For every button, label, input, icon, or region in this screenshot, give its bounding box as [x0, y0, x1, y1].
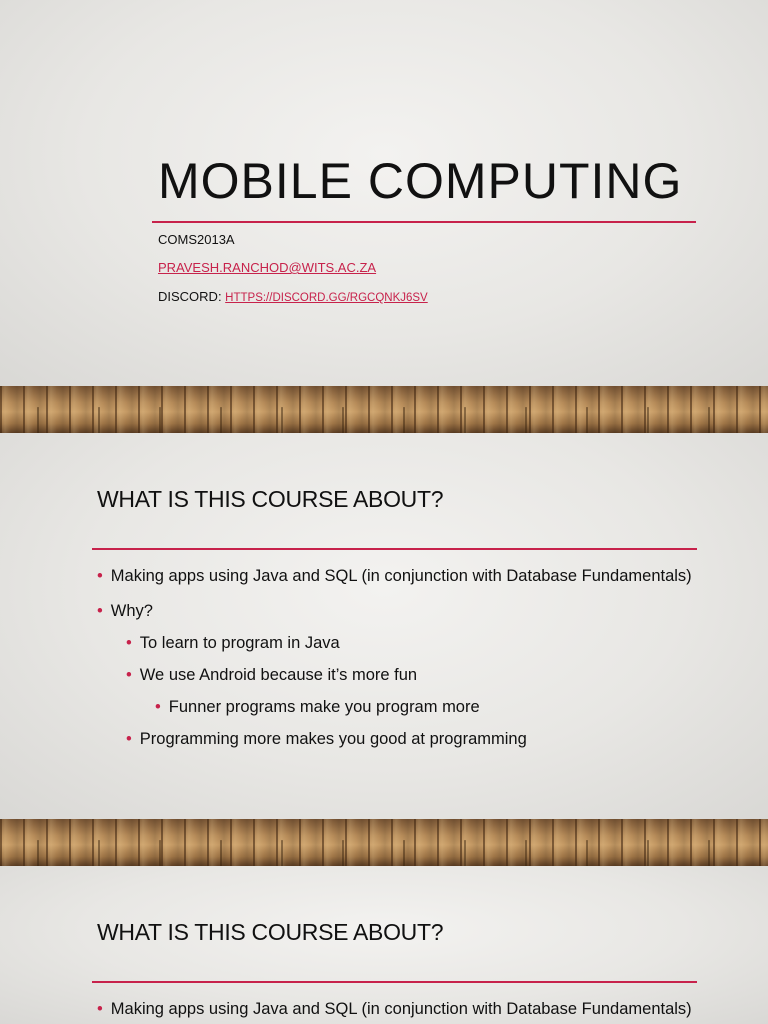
bullet-item: • To learn to program in Java [126, 634, 340, 652]
bullet-dot: • [97, 1000, 103, 1018]
bullet-item: • Programming more makes you good at programming [126, 730, 527, 748]
bullet-item: • Why? [97, 602, 153, 620]
floor-band-1 [0, 386, 768, 433]
discord-label: DISCORD: [158, 289, 226, 304]
slide-title: MOBILE COMPUTING [158, 153, 683, 209]
bullet-item: • We use Android because it’s more fun [126, 666, 418, 684]
slide-heading: WHAT IS THIS COURSE ABOUT? [97, 919, 444, 945]
bullet-dot: • [126, 634, 132, 652]
heading-divider [92, 548, 697, 550]
course-code: COMS2013A [158, 232, 235, 247]
slide-heading: WHAT IS THIS COURSE ABOUT? [97, 486, 444, 512]
slide-3 [0, 866, 768, 1024]
heading-divider [92, 981, 697, 983]
slide-2 [0, 433, 768, 819]
bullet-dot: • [155, 698, 161, 716]
bullet-item: • Making apps using Java and SQL (in conjunction with Database Fundamentals) [97, 567, 692, 585]
floor-band-2 [0, 819, 768, 866]
title-divider [152, 221, 696, 223]
discord-link[interactable]: HTTPS://DISCORD.GG/RGCQNKJ6SV [225, 292, 428, 304]
email-line [158, 260, 376, 275]
discord-line [158, 289, 428, 304]
bullet-dot: • [97, 602, 103, 620]
bullet-dot: • [126, 666, 132, 684]
slide-1 [0, 0, 768, 386]
bullet-dot: • [97, 567, 103, 585]
bullet-item: • Making apps using Java and SQL (in conjunction with Database Fundamentals) [97, 1000, 692, 1018]
bullet-item: • Funner programs make you program more [155, 698, 480, 716]
bullet-dot: • [126, 730, 132, 748]
email-link[interactable]: PRAVESH.RANCHOD@WITS.AC.ZA [158, 260, 377, 275]
